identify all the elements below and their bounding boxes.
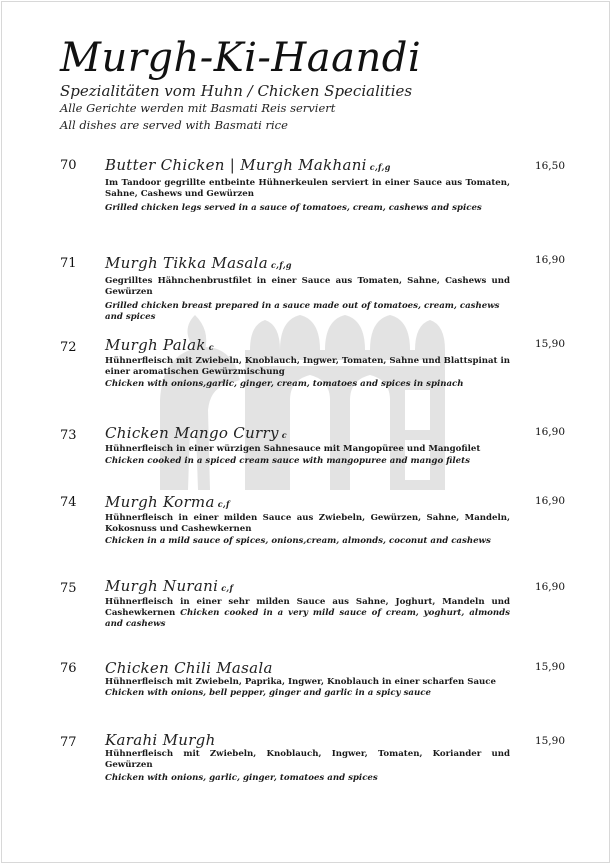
dish-description-en: Chicken with onions, bell pepper, ginger and garlic in a spicy sauce <box>105 688 431 698</box>
dish-title: Murgh Korma <box>105 493 215 511</box>
dish-number: 75 <box>60 581 77 596</box>
dish-price: 16,90 <box>534 254 565 266</box>
dish-price: 16,90 <box>534 495 565 507</box>
dish-description-de-text: Hühnerfleisch in einer sehr milden Sauce aus Sahne, Joghurt, Mandeln und Cashewkernen <box>105 597 510 618</box>
rice-note-de: Alle Gerichte werden mit Basmati Reis serviert <box>60 101 336 115</box>
dish-description-en: Grilled chicken legs served in a sauce of tomatoes, cream, cashews and spices <box>105 203 482 213</box>
dish-description-en: Chicken with onions, garlic, ginger, tomatoes and spices <box>105 773 378 783</box>
dish-description-en: Grilled chicken breast prepared in a sauce made out of tomatoes, cream, cashews and spices <box>105 301 500 322</box>
dish-name <box>105 254 510 274</box>
dish-price: 16,90 <box>534 426 565 438</box>
dish-name <box>105 424 510 444</box>
dish-description-de <box>105 597 510 630</box>
dish-price: 15,90 <box>534 661 565 673</box>
dish-description-de: Gegrilltes Hähnchenbrustfilet in einer Sauce aus Tomaten, Sahne, Cashews und Gewürzen <box>105 276 510 297</box>
dish-name <box>105 156 510 176</box>
dish-title: Chicken Chili Masala <box>105 659 273 677</box>
dish-name <box>105 336 510 356</box>
dish-allergens: c,f,g <box>271 260 292 270</box>
dish-title: Karahi Murgh <box>105 731 216 749</box>
dish-number: 72 <box>60 340 77 355</box>
page-title: Murgh-Ki-Haandi <box>60 35 422 81</box>
dish-description-en: Chicken in a mild sauce of spices, onions,cream, almonds, coconut and cashews <box>105 536 491 546</box>
dish-allergens: c,f,g <box>369 162 391 172</box>
dish-description-de: Hühnerfleisch mit Zwiebeln, Knoblauch, Ingwer, Tomaten, Koriander und Gewürzen <box>105 749 510 770</box>
page-subtitle: Spezialitäten vom Huhn / Chicken Specialities <box>60 82 413 100</box>
dish-name <box>105 493 510 513</box>
dish-description-de: Hühnerfleisch in einer würzigen Sahnesauce mit Mangopüree und Mangofilet <box>105 444 481 454</box>
dish-number: 74 <box>60 495 77 510</box>
dish-number: 77 <box>60 735 77 750</box>
dish-title: Chicken Mango Curry <box>105 424 279 442</box>
dish-name <box>105 577 510 597</box>
dish-number: 73 <box>60 428 77 443</box>
menu-header <box>60 34 580 134</box>
dish-description-en: Chicken cooked in a very mild sauce of cream, yoghurt, almonds and cashews <box>105 608 510 629</box>
dish-title: Murgh Tikka Masala <box>105 254 268 272</box>
dish-price: 16,90 <box>534 581 565 593</box>
dish-number: 76 <box>60 661 77 676</box>
dish-description-en: Chicken with onions,garlic, ginger, cream, tomatoes and spices in spinach <box>105 379 464 389</box>
dish-title: Murgh Nurani <box>105 577 219 595</box>
dish-description-de: Hühnerfleisch mit Zwiebeln, Knoblauch, Ingwer, Tomaten, Sahne und Blattspinat in einer aromatischen Gewürzmischung <box>105 356 511 377</box>
dish-description-en: Chicken cooked in a spiced cream sauce with mangopuree and mango filets <box>105 456 470 466</box>
dish-allergens: c,f <box>217 499 230 509</box>
dish-number: 70 <box>60 158 77 173</box>
dish-name <box>105 659 510 677</box>
dish-price: 15,90 <box>534 338 565 350</box>
dish-allergens: c,f <box>221 583 234 593</box>
dish-description-de: Im Tandoor gegrillte entbeinte Hühnerkeulen serviert in einer Sauce aus Tomaten, Sahne, Cashews und Gewürzen <box>105 178 510 199</box>
dish-title: Butter Chicken | Murgh Makhani <box>105 156 367 174</box>
dish-allergens: c <box>208 342 214 352</box>
rice-note-en: All dishes are served with Basmati rice <box>60 118 288 132</box>
dish-description-de: Hühnerfleisch in einer milden Sauce aus Zwiebeln, Gewürzen, Sahne, Mandeln, Kokosnuss und Cashewkernen <box>105 513 510 534</box>
dish-description-de: Hühnerfleisch mit Zwiebeln, Paprika, Ingwer, Knoblauch in einer scharfen Sauce <box>105 677 497 687</box>
dish-allergens: c <box>281 430 287 440</box>
dish-price: 15,90 <box>534 735 565 747</box>
dish-price: 16,50 <box>534 160 565 172</box>
dish-name <box>105 731 510 749</box>
dish-number: 71 <box>60 256 77 271</box>
dish-title: Murgh Palak <box>105 336 206 354</box>
